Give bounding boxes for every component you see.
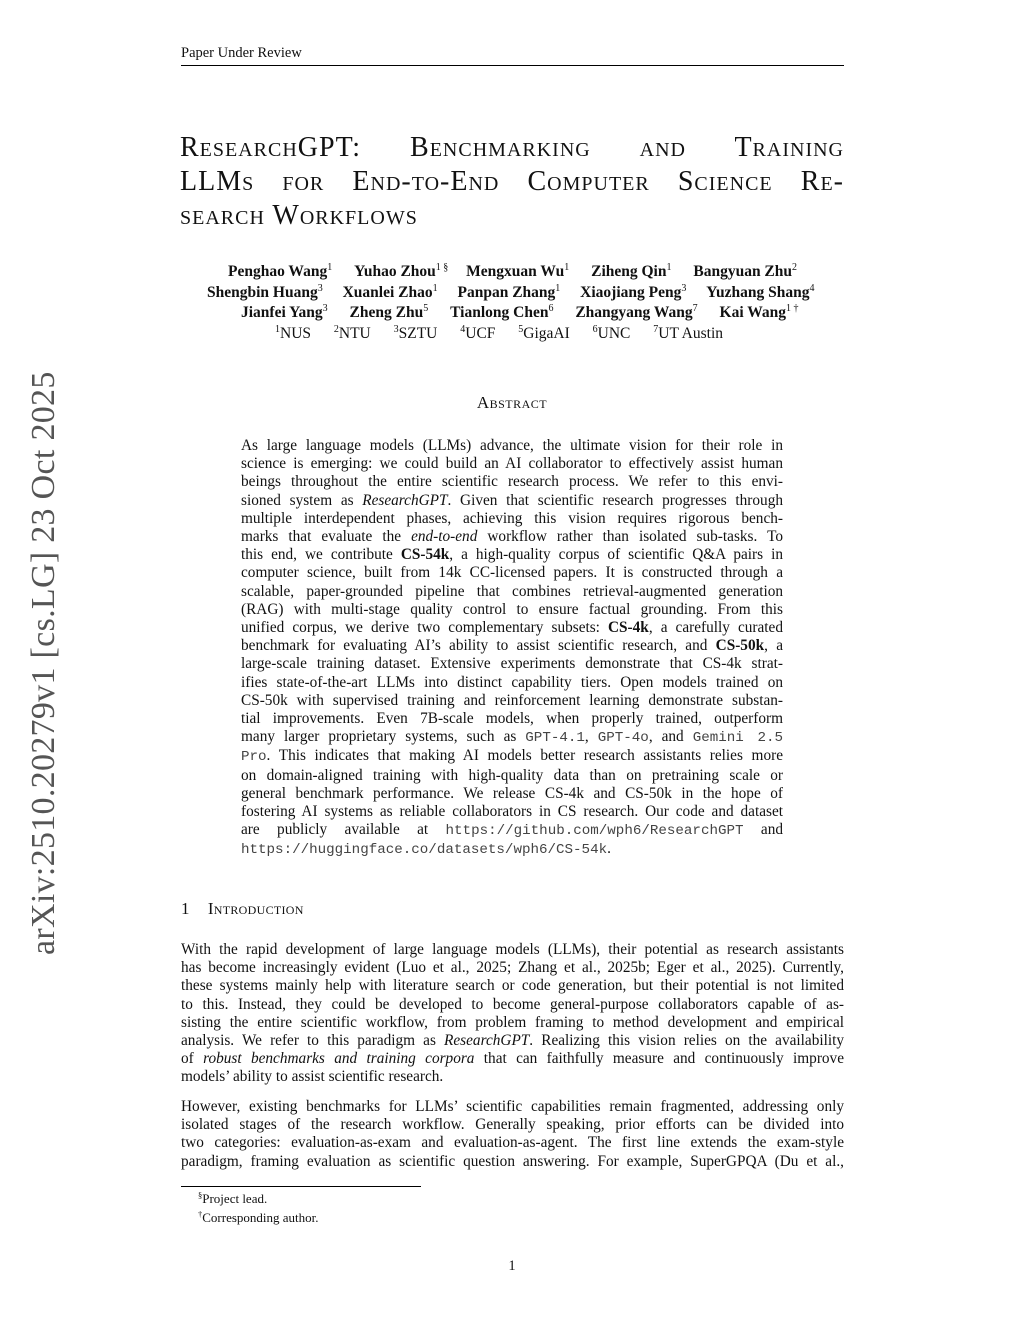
title-line-1: ResearchGPT: Benchmarking and Training — [180, 132, 844, 163]
intro-paragraph-2 — [181, 1098, 844, 1171]
title-line-3: search Workflows — [180, 200, 418, 231]
author-name: Bangyuan Zhu — [693, 263, 793, 280]
abstract-line: scalable, paper-grounded pipeline that combines retrieval-augmented generation — [241, 582, 783, 600]
author-mark: 3 — [681, 283, 687, 294]
author-name: Tianlong Chen — [450, 304, 549, 321]
author-mark: 1 — [432, 283, 438, 294]
author-name: Xuanlei Zhao — [342, 284, 433, 301]
abstract-line: science is emerging: we could build an AI collaborator to effectively assist human — [241, 455, 783, 473]
abstract-line: https://huggingface.co/datasets/wph6/CS-54k. — [241, 840, 611, 859]
abstract-line: large-scale training dataset. Extensive experiments demonstrate that CS-4k strat- — [241, 655, 783, 673]
author-name: Penghao Wang — [228, 263, 328, 280]
affiliations — [275, 324, 742, 343]
author-mark: 1 § — [435, 262, 449, 273]
abstract-line: As large language models (LLMs) advance, the ultimate vision for their role in — [241, 437, 783, 454]
abstract-line: are publicly available at https://github.com/wph6/ResearchGPT and — [241, 821, 783, 840]
author-mark: 3 — [317, 283, 323, 294]
abstract-line: beings throughout the entire scientific research process. We refer to this envi- — [241, 473, 783, 491]
author-name: Mengxuan Wu — [466, 263, 565, 280]
section-number: 1 — [181, 899, 190, 918]
author-mark: 4 — [809, 283, 815, 294]
footnote-corresponding-author: †Corresponding author. — [198, 1209, 319, 1225]
author-name: Kai Wang — [719, 304, 786, 321]
affiliation: $^2$NTU — [333, 324, 371, 342]
body-line: of robust benchmarks and training corpora that can faithfully measure and continuously improve — [181, 1050, 844, 1068]
author-name: Shengbin Huang — [207, 284, 318, 301]
paper-title — [180, 131, 844, 233]
body-line: isolated stages of the research workflow. Generally speaking, prior efforts can be divided into — [181, 1116, 844, 1134]
affiliation: $^4$UCF — [460, 324, 496, 342]
header-rule — [181, 65, 844, 66]
intro-paragraph-1 — [181, 941, 844, 1087]
abstract-line: ifies state-of-the-art LLMs into distinct capability tiers. Open models trained on — [241, 673, 783, 691]
author-name: Jianfei Yang — [241, 304, 323, 321]
abstract-line: on domain-aligned training with high-quality data than on pretraining scale or — [241, 766, 783, 784]
abstract-line: marks that evaluate the end-to-end workflow rather than isolated sub-tasks. To — [241, 528, 783, 546]
author-mark: 2 — [792, 262, 798, 273]
body-line: two categories: evaluation-as-exam and evaluation-as-agent. The first line extends the exam-style — [181, 1134, 844, 1152]
author-mark: 1 † — [786, 303, 799, 314]
body-line: these systems mainly help with literature search or code generation, but their potential is not limited — [181, 977, 844, 995]
author-row-3 — [241, 299, 799, 323]
affiliation: $^3$SZTU — [393, 324, 438, 342]
affiliation: $^6$UNC — [592, 324, 631, 342]
author-mark: 7 — [692, 303, 698, 314]
author-name: Yuzhang Shang — [706, 284, 810, 301]
title-line-2: LLMs for End-to-End Computer Science Re- — [180, 166, 844, 197]
author-mark: 5 — [423, 303, 429, 314]
author-mark: 6 — [548, 303, 554, 314]
abstract-line: this end, we contribute CS-54k, a high-quality corpus of scientific Q&A pairs in — [241, 546, 783, 564]
footnote-project-lead: §Project lead. — [198, 1190, 268, 1206]
author-name: Xiaojiang Peng — [580, 284, 682, 301]
author-mark: 1 — [555, 283, 561, 294]
abstract-heading: Abstract — [476, 393, 548, 412]
page-number: 1 — [508, 1258, 516, 1274]
abstract-line: fostering AI systems as reliable collaborators in CS research. Our code and dataset — [241, 803, 783, 821]
abstract-line: Pro. This indicates that making AI models better research assistants relies more — [241, 747, 783, 766]
author-mark: 1 — [666, 262, 672, 273]
abstract-line: unified corpus, we derive two complementary subsets: CS-4k, a carefully curated — [241, 619, 783, 637]
body-line: paradigm, framing evaluation as scientific question answering. For example, SuperGPQA (Du et al., — [181, 1152, 844, 1170]
abstract-line: CS-50k with supervised training and reinforcement learning demonstrate substan- — [241, 691, 783, 709]
author-mark: 1 — [327, 262, 333, 273]
body-line: However, existing benchmarks for LLMs’ scientific capabilities remain fragmented, addressing only — [181, 1098, 844, 1115]
body-line: sisting the entire scientific workflow, from problem framing to method development and empirical — [181, 1013, 844, 1031]
abstract-line: computer science, built from 14k CC-licensed papers. It is constructed through a — [241, 564, 783, 582]
body-line: analysis. We refer to this paradigm as ResearchGPT. Realizing this vision relies on the availability — [181, 1032, 844, 1050]
affiliation: $^1$NUS — [275, 324, 312, 342]
abstract-line: multiple interdependent phases, achieving this vision requires rigorous bench- — [241, 509, 783, 527]
body-line: With the rapid development of large language models (LLMs), their potential as research assistants — [181, 941, 844, 958]
body-line: models’ ability to assist scientific research. — [181, 1068, 444, 1086]
body-line: to this. Instead, they could be developed to become general-purpose collaborators capable of as- — [181, 995, 844, 1013]
author-name: Zheng Zhu — [349, 304, 424, 321]
section-heading-introduction — [181, 899, 304, 919]
section-title: Introduction — [207, 899, 304, 918]
affiliation: $^7$UT Austin — [653, 324, 724, 342]
author-name: Ziheng Qin — [591, 263, 667, 280]
abstract-line: sioned system as ResearchGPT. Given that scientific research progresses through — [241, 491, 783, 509]
abstract-line: general benchmark performance. We release CS-4k and CS-50k in the hope of — [241, 784, 783, 802]
author-mark: 1 — [564, 262, 570, 273]
author-name: Yuhao Zhou — [354, 263, 436, 280]
author-mark: 3 — [322, 303, 328, 314]
body-line: has become increasingly evident (Luo et al., 2025; Zhang et al., 2025b; Eger et al., 2025). Currently, — [181, 959, 844, 977]
abstract-line: (RAG) with multi-stage quality control to ensure factual grounding. From this — [241, 600, 783, 618]
huggingface-link[interactable]: https://huggingface.co/datasets/wph6/CS-54k — [241, 842, 608, 859]
affiliation: $^5$GigaAI — [518, 324, 570, 342]
abstract-line: many larger proprietary systems, such as GPT-4.1, GPT-4o, and Gemini 2.5 — [241, 728, 784, 747]
abstract-line: benchmark for evaluating AI’s ability to assist scientific research, and CS-50k, a — [241, 637, 783, 655]
footnote-rule — [181, 1186, 421, 1187]
abstract-line: tial improvements. Even 7B-scale models, when properly trained, outperform — [241, 710, 783, 728]
github-link[interactable]: https://github.com/wph6/ResearchGPT — [445, 823, 744, 840]
arxiv-stamp[interactable]: arXiv:2510.20279v1 [cs.LG] 23 Oct 2025 — [25, 371, 62, 955]
author-name: Panpan Zhang — [457, 284, 556, 301]
abstract-body — [241, 437, 783, 860]
author-name: Zhangyang Wang — [575, 304, 693, 321]
running-header: Paper Under Review — [181, 45, 302, 61]
